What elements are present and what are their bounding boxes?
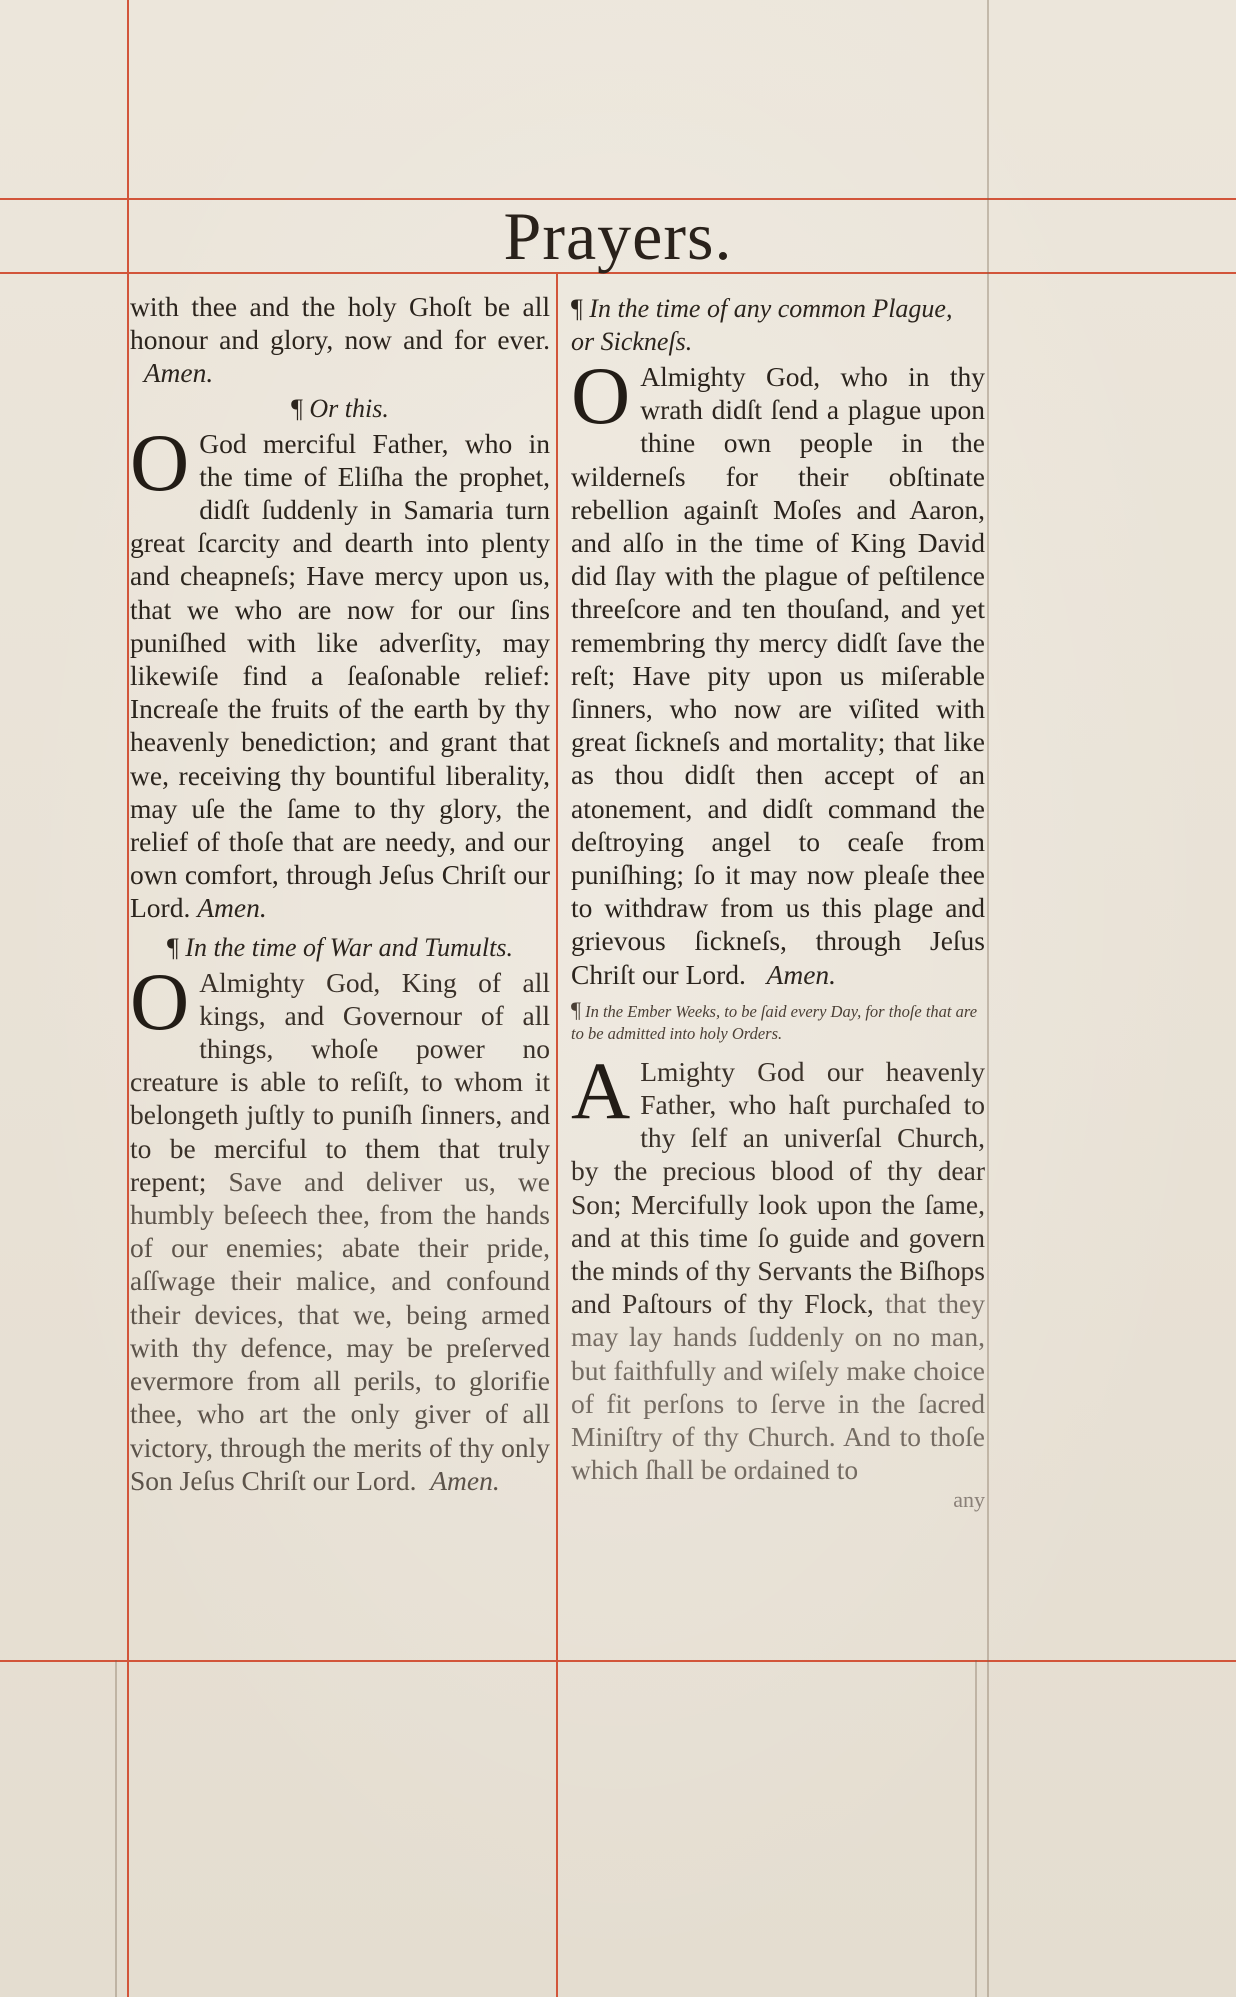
rubric-or-this-text: Or this.	[309, 393, 389, 423]
rubric-or-this	[130, 392, 550, 425]
right-column	[571, 290, 985, 1513]
rubric-plague	[571, 292, 985, 358]
prayer-in-plague-amen: Amen.	[766, 958, 837, 990]
catchword: any	[953, 1486, 985, 1512]
right-bottom-rule-faint	[975, 1660, 977, 1997]
prayer-for-plenty-text: God merciful Father, who in the time of Eliſha the prophet, didſt ſuddenly in Samaria turn great ſcarcity and dearth into plenty and cheapneſs; Have mercy upon us, that we who are now for our ſins puniſhed with like adverſity, may likewiſe find a ſeaſonable relief: Increaſe the fruits of the earth by thy heavenly benediction; and grant that we, receiving thy bountiful liberality, may uſe the ſame to thy glory, the relief of thoſe that are needy, and our own comfort, through Jeſus Chriſt our Lord.	[130, 427, 550, 924]
bottom-rule	[0, 1660, 1236, 1662]
pilcrow-icon: ¶	[167, 932, 179, 962]
rubric-plague-text-a: In the time of any common Plague,	[589, 294, 953, 323]
prayer-in-war	[130, 955, 551, 1497]
left-column	[130, 290, 550, 1497]
pilcrow-icon: ¶	[571, 294, 583, 323]
prayer-for-plenty-amen: Amen.	[197, 892, 267, 924]
prayer-in-war-amen: Amen.	[430, 1464, 500, 1496]
drop-cap-initial: O	[130, 416, 190, 508]
prayer-in-plague	[571, 350, 985, 991]
drop-cap-initial: A	[571, 1044, 631, 1136]
continuation-paragraph	[130, 290, 550, 390]
rubric-ember-weeks	[571, 996, 985, 1045]
prayer-for-ordination-text-b: that they may lay hands ſuddenly on no man, but faithfully and wiſely make choice of fit perſons to ſerve in the ſacred Miniſtry of thy Church. And to thoſe which ſhall be ordained to	[571, 1288, 985, 1486]
prayer-in-war-text-b: Save and deliver us, we humbly beſeech thee, from the hands of our enemies; abate their pride, aſſwage their malice, and confound their devices, that we, being armed with thy defence, may be preſerved evermore from all perils, to glorifie thee, who art the only giver of all victory, through the merits of thy only Son Jeſus Chriſt our Lord.	[130, 1165, 551, 1496]
drop-cap-initial: O	[130, 955, 190, 1047]
continuation-amen: Amen.	[143, 357, 214, 389]
continuation-text: with thee and the holy Ghoſt be all honour and glory, now and for ever.	[130, 291, 550, 356]
rubric-ember-text: In the Ember Weeks, to be ſaid every Day, for thoſe that are to be admitted into holy Orders.	[571, 1001, 978, 1043]
right-margin-rule-faint	[987, 0, 989, 1997]
pilcrow-icon: ¶	[291, 393, 303, 423]
drop-cap-initial: O	[571, 350, 631, 441]
prayer-for-ordination	[571, 1044, 986, 1487]
column-divider-rule	[556, 272, 558, 1997]
pilcrow-icon: ¶	[571, 996, 581, 1022]
rubric-war-text: In the time of War and Tumults.	[185, 932, 513, 962]
outer-bottom-rule-faint	[115, 1660, 117, 1997]
prayer-in-war-text-a: Almighty God, King of all kings, and Governour of all things, whoſe power no creature is able to reſiſt, to whom it belongeth juſtly to puniſh ſinners, and to be merciful to them that truly repent;	[130, 966, 550, 1197]
left-margin-rule	[127, 0, 129, 1997]
prayer-for-plenty	[130, 416, 550, 925]
prayer-for-ordination-text-a: Lmighty God our heavenly Father, who haſt purchaſed to thy ſelf an univerſal Church, by the precious blood of thy dear Son; Mercifully look upon the ſame, and at this time ſo guide and govern the minds of thy Servants the Biſhops and Paſtours of thy Flock,	[571, 1055, 986, 1320]
page-title: Prayers.	[503, 198, 733, 274]
rubric-plague-text-b: or Sickneſs.	[571, 327, 693, 356]
prayer-in-plague-text: Almighty God, who in thy wrath didſt ſend a plague upon thine own people in the wilderneſs for their obſtinate rebellion againſt Moſes and Aaron, and alſo in the time of King David did ſlay with the plague of peſtilence threeſcore and ten thouſand, and yet remembring thy mercy didſt ſave the reſt; Have pity upon us miſerable ſinners, who now are viſited with great ſickneſs and mortality; that like as thou didſt then accept of an atonement, and didſt command the deſtroying angel to ceaſe from puniſhing; ſo it may now pleaſe thee to withdraw from us this plage and grievous ſickneſs, through Jeſus Chriſt our Lord.	[571, 361, 985, 990]
rubric-war-tumults	[130, 931, 550, 964]
